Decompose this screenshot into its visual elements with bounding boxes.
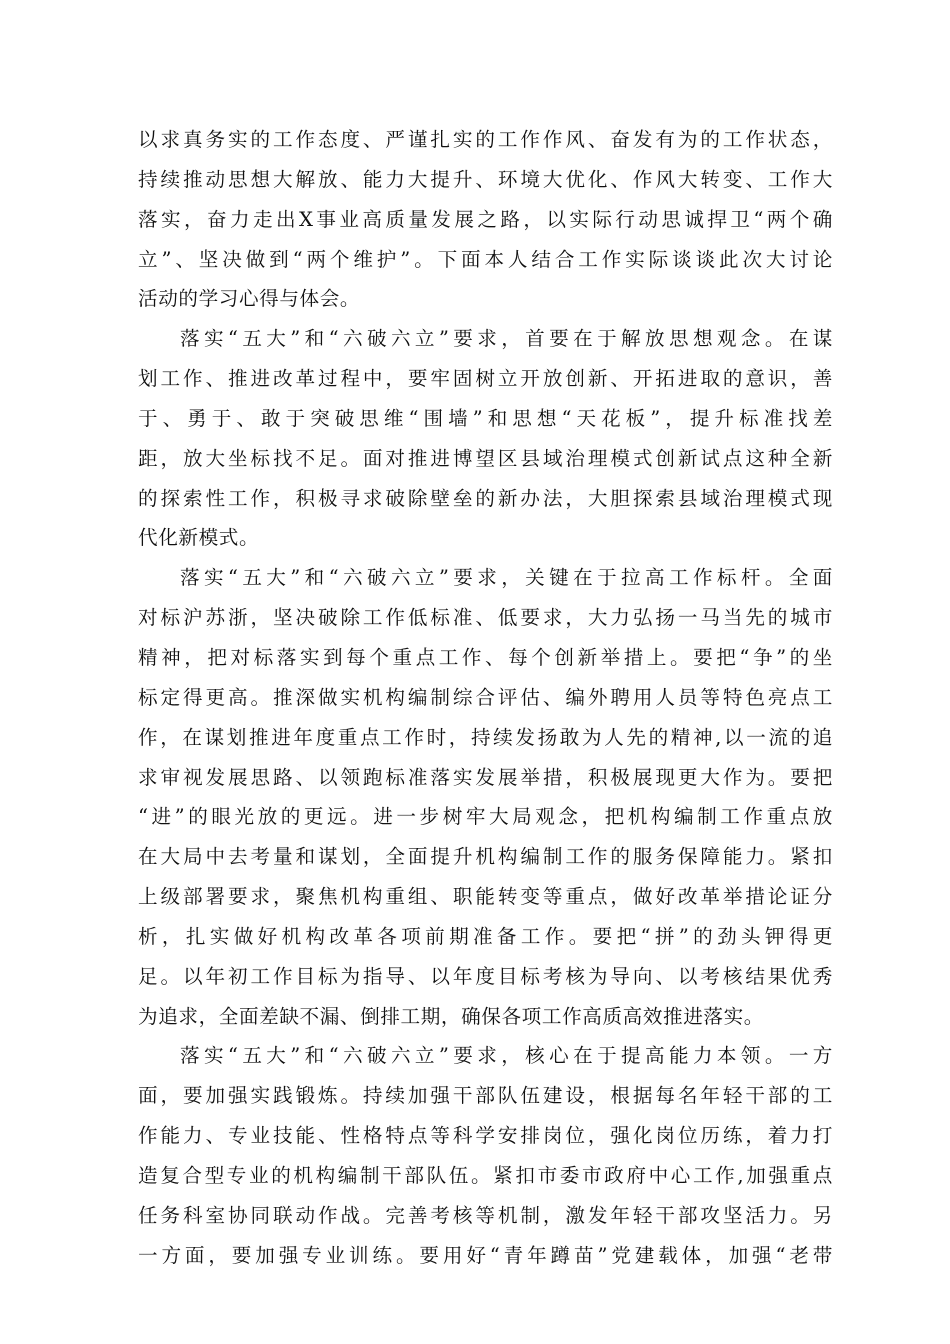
- text-line: 足。以年初工作目标为指导、以年度目标考核为导向、以考核结果优秀: [138, 964, 833, 988]
- text-line: 标定得更高。推深做实机构编制综合评估、编外聘用人员等特色亮点工: [138, 685, 833, 709]
- text-line: 一方面，要加强专业训练。要用好“青年蹲苗”党建载体，加强“老带: [138, 1243, 833, 1267]
- text-line: 作，在谋划推进年度重点工作时，持续发扬敢为人先的精神,以一流的追: [138, 725, 833, 749]
- text-line: 在大局中去考量和谋划，全面提升机构编制工作的服务保障能力。紧扣: [138, 845, 833, 869]
- text-line: 的探索性工作，积极寻求破除壁垒的新办法，大胆探索县域治理模式现: [138, 486, 833, 510]
- text-line: 面，要加强实践锻炼。持续加强干部队伍建设，根据每名年轻干部的工: [138, 1084, 833, 1108]
- text-line: 立”、坚决做到“两个维护”。下面本人结合工作实际谈谈此次大讨论: [138, 247, 833, 271]
- text-line: 对标沪苏浙，坚决破除工作低标准、低要求，大力弘扬一马当先的城市: [138, 606, 833, 630]
- text-line: 于、勇于、敢于突破思维“围墙”和思想“天花板”，提升标准找差: [138, 406, 833, 430]
- text-line: 划工作、推进改革过程中，要牢固树立开放创新、开拓进取的意识，善: [138, 367, 833, 391]
- text-line: 落实“五大”和“六破六立”要求，核心在于提高能力本领。一方: [180, 1044, 833, 1068]
- text-line: 作能力、专业技能、性格特点等科学安排岗位，强化岗位历练，着力打: [138, 1124, 833, 1148]
- text-line: 求审视发展思路、以领跑标准落实发展举措，积极展现更大作为。要把: [138, 765, 833, 789]
- text-line: 析，扎实做好机构改革各项前期准备工作。要把“拼”的劲头钾得更: [138, 924, 833, 948]
- text-line: 任务科室协同联动作战。完善考核等机制，激发年轻干部攻坚活力。另: [138, 1203, 833, 1227]
- text-line: 为追求，全面差缺不漏、倒排工期，确保各项工作高质高效推进落实。: [138, 1004, 765, 1028]
- text-line: 落实，奋力走出X事业高质量发展之路，以实际行动思诚捍卫“两个确: [138, 207, 833, 231]
- text-line: 落实“五大”和“六破六立”要求，首要在于解放思想观念。在谋: [180, 327, 833, 351]
- text-line: 造复合型专业的机构编制干部队伍。紧扣市委市政府中心工作,加强重点: [138, 1163, 833, 1187]
- text-line: 持续推动思想大解放、能力大提升、环境大优化、作风大转变、工作大: [138, 167, 833, 191]
- text-line: 上级部署要求，聚焦机构重组、职能转变等重点，做好改革举措论证分: [138, 885, 833, 909]
- text-line: 以求真务实的工作态度、严谨扎实的工作作风、奋发有为的工作状态，: [138, 128, 833, 151]
- text-line: 落实“五大”和“六破六立”要求，关键在于拉高工作标杆。全面: [180, 566, 833, 590]
- text-line: 活动的学习心得与体会。: [138, 287, 361, 311]
- text-line: 距，放大坐标找不足。面对推进博望区县域治理模式创新试点这种全新: [138, 446, 833, 470]
- text-line: 精神，把对标落实到每个重点工作、每个创新举措上。要把“争”的坐: [138, 645, 833, 669]
- text-line: “进”的眼光放的更远。进一步树牢大局观念，把机构编制工作重点放: [138, 805, 833, 829]
- text-line: 代化新模式。: [138, 526, 260, 550]
- document-body: [138, 120, 833, 1275]
